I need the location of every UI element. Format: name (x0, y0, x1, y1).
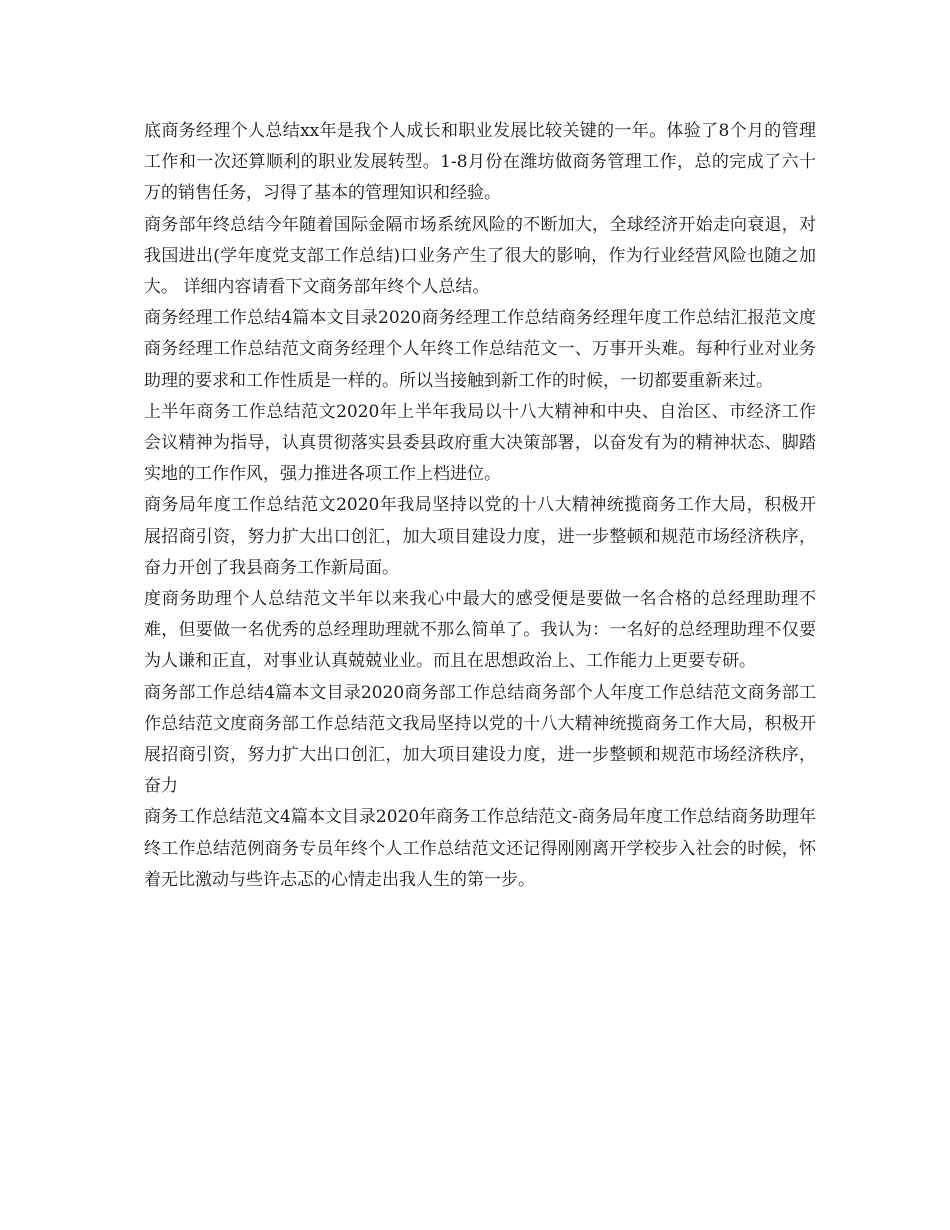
paragraph-2: 商务部年终总结今年随着国际金隔市场系统风险的不断加大，全球经济开始走向衰退，对我国进出(学年度党支部工作总结)口业务产生了很大的影响，作为行业经营风险也随之加大。 详细内容请看下文商务部年终个人总结。 (144, 214, 816, 298)
paragraph-3: 商务经理工作总结4篇本文目录2020商务经理工作总结商务经理年度工作总结汇报范文度商务经理工作总结范文商务经理个人年终工作总结范文一、万事开头难。每种行业对业务助理的要求和工作性质是一样的。所以当接触到新工作的时候，一切都要重新来过。 (144, 308, 816, 391)
paragraph-8: 商务工作总结范文4篇本文目录2020年商务工作总结范文-商务局年度工作总结商务助理年终工作总结范例商务专员年终个人工作总结范文还记得刚刚离开学校步入社会的时候，怀着无比激动与些许忐忑的心情走出我人生的第一步。 (144, 807, 816, 890)
paragraph-4: 上半年商务工作总结范文2020年上半年我局以十八大精神和中央、自治区、市经济工作会议精神为指导，认真贯彻落实县委县政府重大决策部署，以奋发有为的精神状态、脚踏实地的工作作风，强力推进各项工作上档进位。 (144, 401, 816, 485)
paragraph-6: 度商务助理个人总结范文半年以来我心中最大的感受便是要做一名合格的总经理助理不难，但要做一名优秀的总经理助理就不那么简单了。我认为：一名好的总经理助理不仅要为人谦和正直，对事业认真兢兢业业。而且在思想政治上、工作能力上更要专研。 (144, 589, 816, 672)
paragraph-1: 底商务经理个人总结xx年是我个人成长和职业发展比较关键的一年。体验了8个月的管理工作和一次还算顺利的职业发展转型。1-8月份在潍坊做商务管理工作，总的完成了六十万的销售任务，习得了基本的管理知识和经验。 (144, 121, 816, 204)
paragraph-7: 商务部工作总结4篇本文目录2020商务部工作总结商务部个人年度工作总结范文商务部工作总结范文度商务部工作总结范文我局坚持以党的十八大精神统揽商务工作大局，积极开展招商引资，努力扩大出口创汇，加大项目建设力度，进一步整顿和规范市场经济秩序，奋力 (144, 682, 816, 797)
document-body (144, 116, 816, 896)
paragraph-5: 商务局年度工作总结范文2020年我局坚持以党的十八大精神统揽商务工作大局，积极开展招商引资，努力扩大出口创汇，加大项目建设力度，进一步整顿和规范市场经济秩序，奋力开创了我县商务工作新局面。 (144, 495, 816, 578)
